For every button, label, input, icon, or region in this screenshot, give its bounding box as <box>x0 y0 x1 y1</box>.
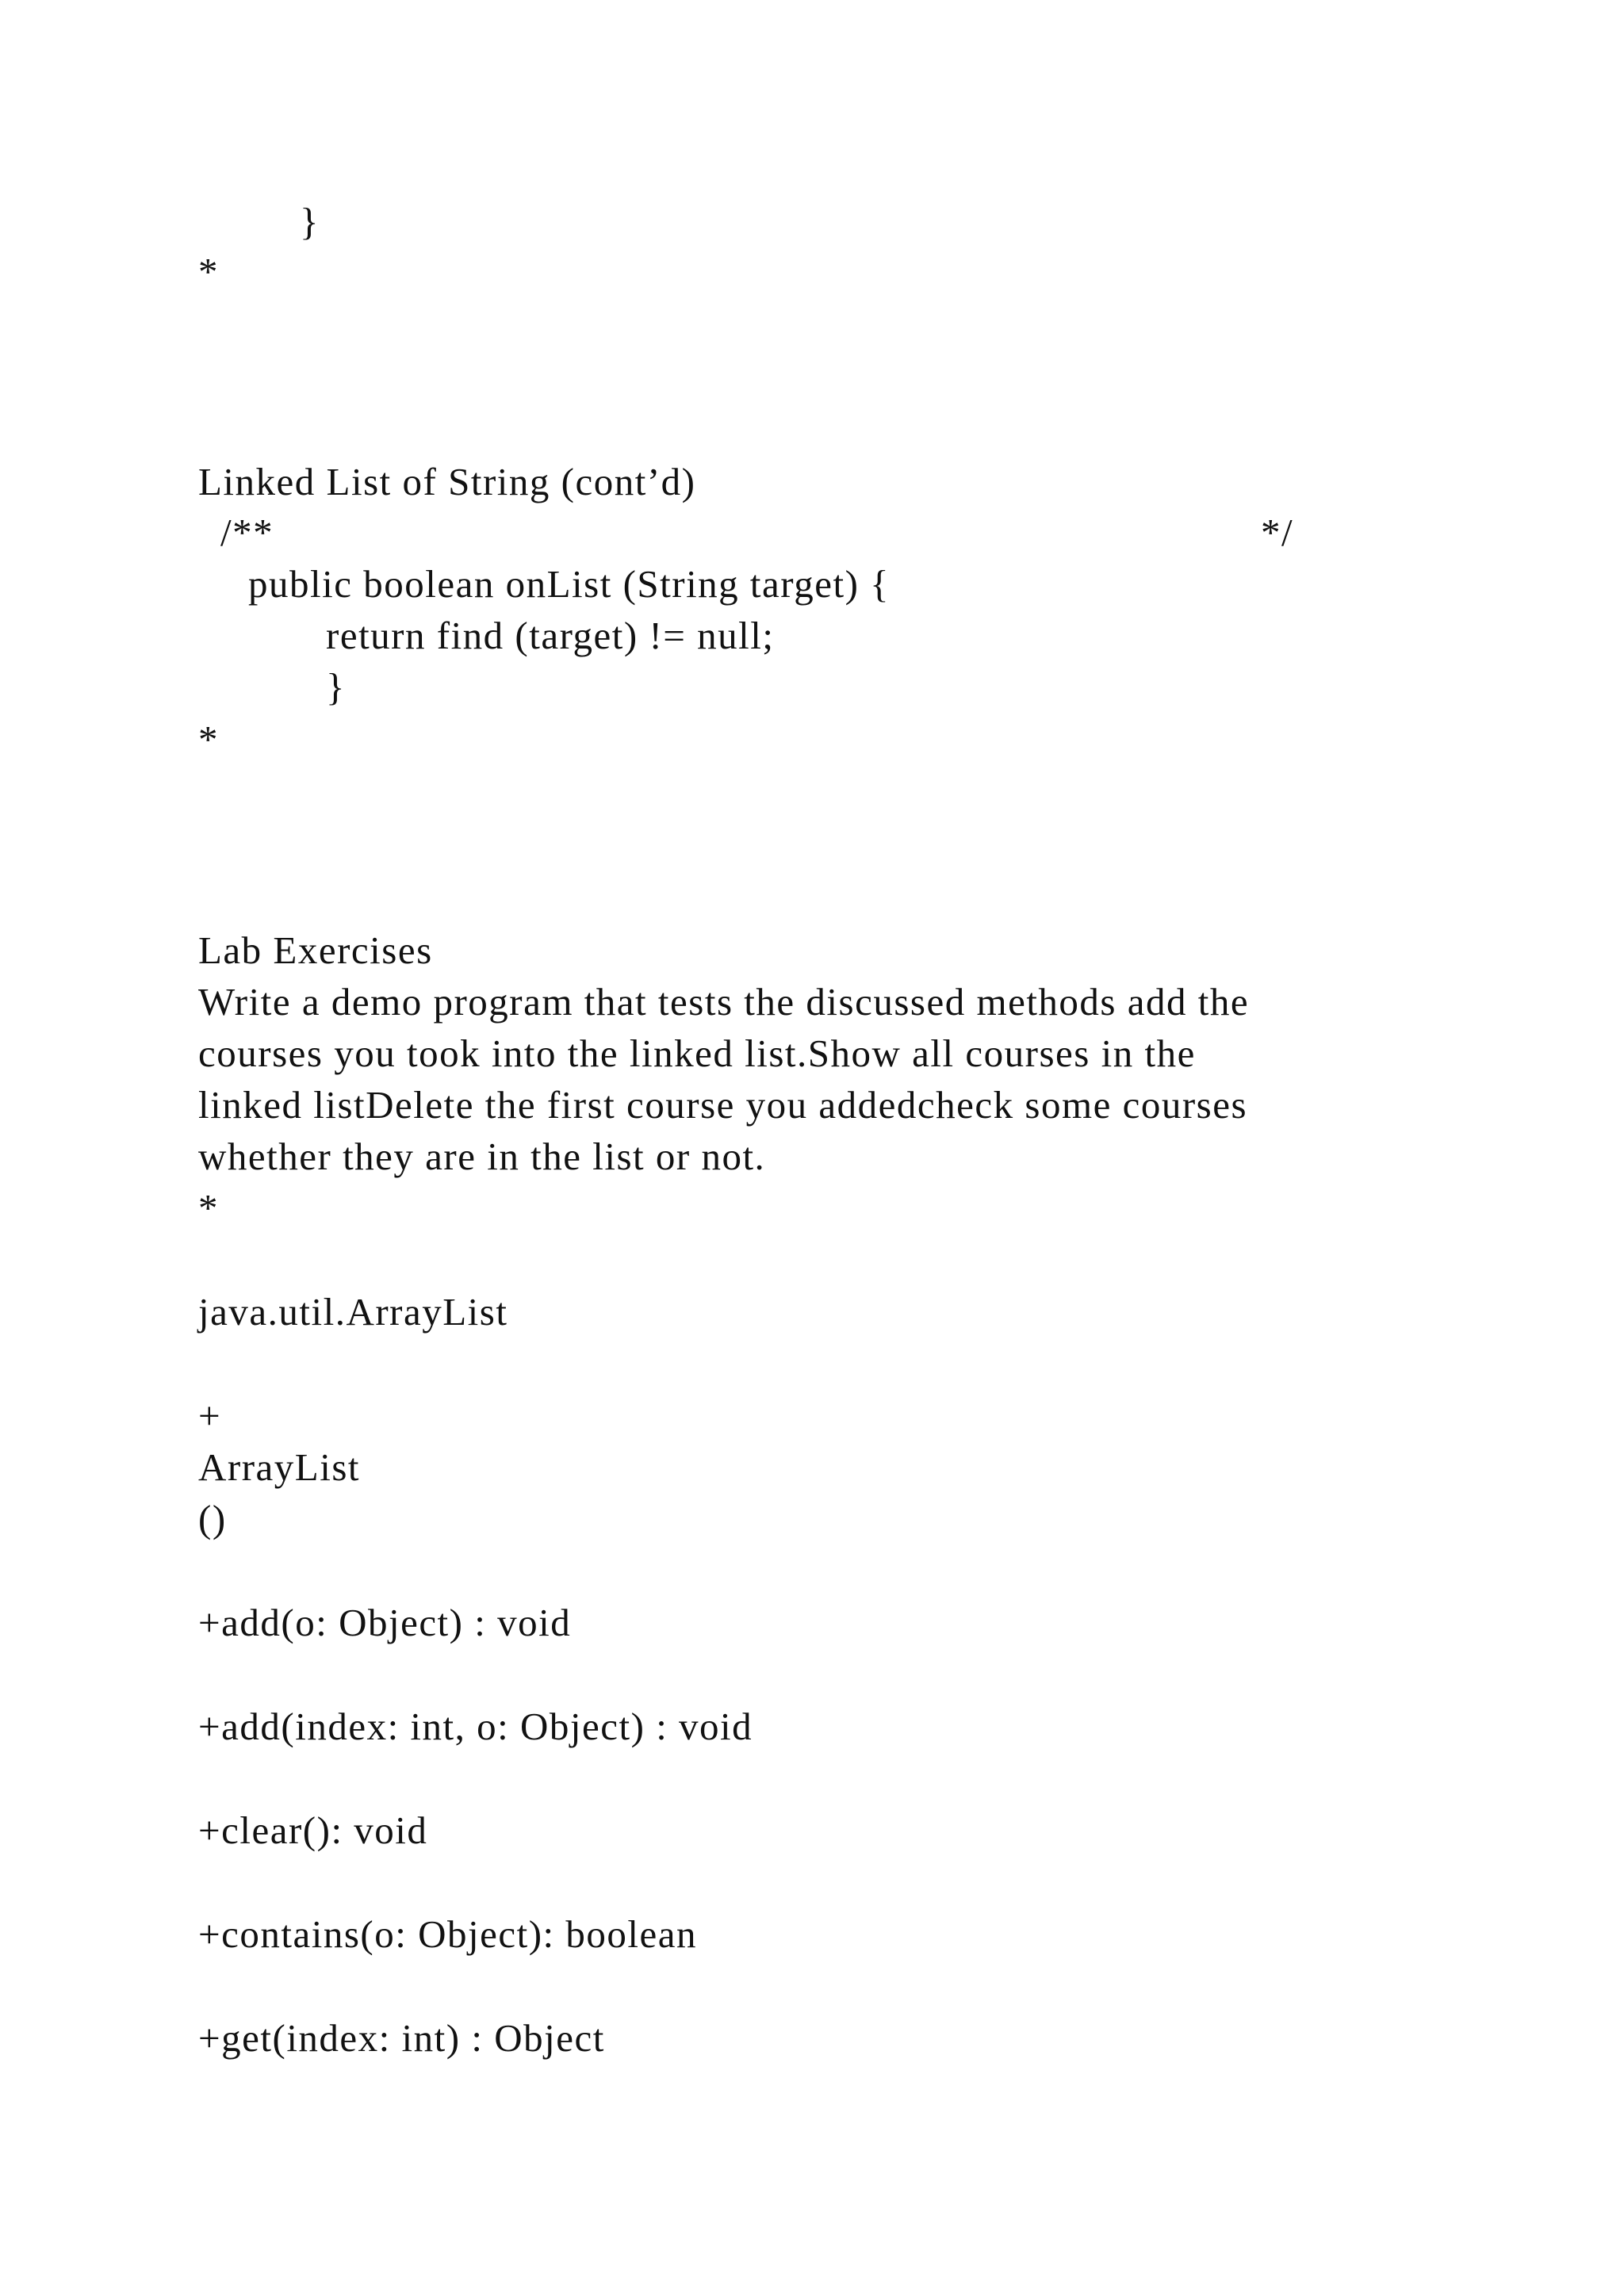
code-line: public boolean onList (String target) { <box>248 562 891 606</box>
closing-brace: } <box>300 200 320 243</box>
closing-brace: } <box>326 665 347 709</box>
class-name: java.util.ArrayList <box>198 1290 508 1334</box>
paragraph-line: linked listDelete the first course you addedcheck some courses <box>198 1083 1248 1127</box>
slide-separator: * <box>198 1186 219 1230</box>
uml-member-line: ArrayList <box>198 1445 360 1489</box>
uml-member-line: +add(index: int, o: Object) : void <box>198 1705 753 1748</box>
uml-member-line: + <box>198 1394 222 1437</box>
uml-member-line: +add(o: Object) : void <box>198 1601 572 1644</box>
comment-open: /** <box>220 511 274 554</box>
uml-member-line: +clear(): void <box>198 1808 428 1852</box>
uml-member-line: () <box>198 1497 227 1540</box>
paragraph-line: whether they are in the list or not. <box>198 1135 766 1178</box>
comment-close: */ <box>1261 511 1294 554</box>
section-heading: Lab Exercises <box>198 928 433 972</box>
section-heading: Linked List of String (cont’d) <box>198 460 696 503</box>
slide-separator: * <box>198 718 219 761</box>
code-line: return find (target) != null; <box>326 614 775 657</box>
paragraph-line: courses you took into the linked list.Show all courses in the <box>198 1031 1196 1075</box>
uml-member-line: +get(index: int) : Object <box>198 2016 605 2060</box>
paragraph-line: Write a demo program that tests the discussed methods add the <box>198 980 1250 1024</box>
slide-separator: * <box>198 250 219 293</box>
uml-member-line: +contains(o: Object): boolean <box>198 1912 698 1956</box>
